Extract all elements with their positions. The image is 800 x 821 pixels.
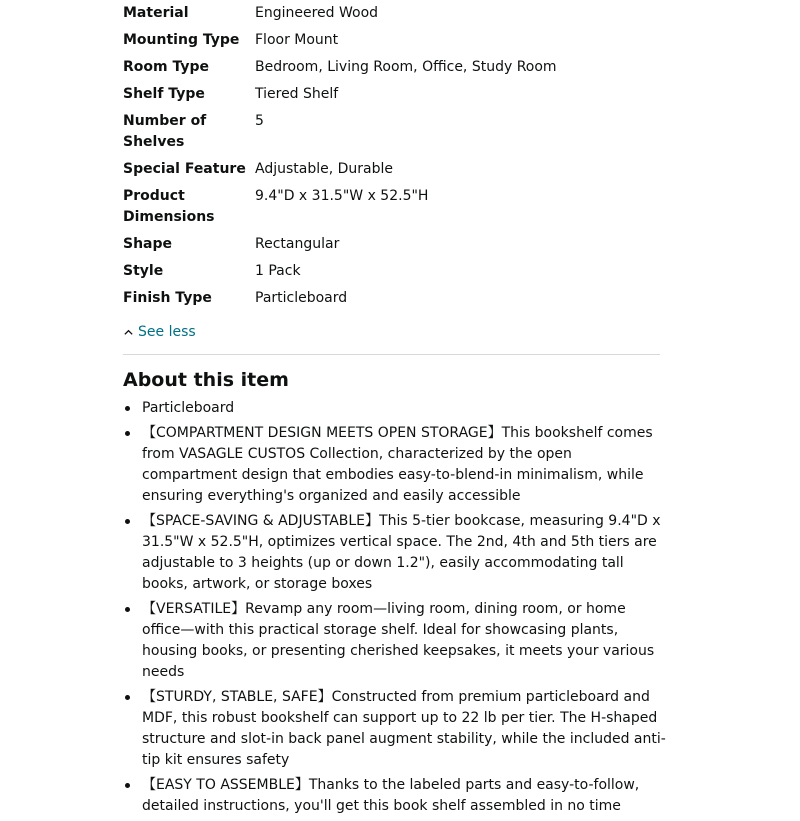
- bullet-dot: [125, 431, 130, 436]
- spec-key: Shelf Type: [123, 86, 205, 102]
- spec-value: Rectangular: [255, 236, 340, 252]
- about-bullet: [142, 423, 667, 507]
- about-bullet: [142, 599, 667, 683]
- spec-value: Bedroom, Living Room, Office, Study Room: [255, 59, 557, 75]
- about-bullet-text: 【COMPARTMENT DESIGN MEETS OPEN STORAGE】This bookshelf comes from VASAGLE CUSTOS Collection, characterized by the open compartment design that embodies easy-to-blend-in minimalism, while ensuring everything's organized and easily accessible: [142, 425, 653, 504]
- about-bullet: [142, 511, 667, 595]
- spec-row-shelf-type: [123, 84, 663, 111]
- about-bullet: [142, 687, 667, 771]
- bullet-dot: [125, 695, 130, 700]
- about-bullet: [142, 775, 667, 817]
- spec-value: Particleboard: [255, 290, 348, 306]
- about-bullet-text: 【SPACE-SAVING & ADJUSTABLE】This 5-tier bookcase, measuring 9.4"D x 31.5"W x 52.5"H, optimizes vertical space. The 2nd, 4th and 5th tiers are adjustable to 3 heights (up or down 1.2"), easily accommodating tall books, artwork, or storage boxes: [142, 513, 661, 592]
- product-specs-table: [123, 0, 663, 315]
- chevron-up-icon: [123, 327, 134, 338]
- spec-row-finish-type: [123, 288, 663, 315]
- spec-value: Engineered Wood: [255, 5, 379, 21]
- bullet-dot: [125, 607, 130, 612]
- spec-row-style: [123, 261, 663, 288]
- spec-row-material: [123, 0, 663, 30]
- about-bullet-text: 【STURDY, STABLE, SAFE】Constructed from premium particleboard and MDF, this robust bookshelf can support up to 22 lb per tier. The H-shaped structure and slot-in back panel augment stability, while the included anti-tip kit ensures safety: [142, 689, 666, 768]
- spec-value: 9.4"D x 31.5"W x 52.5"H: [255, 188, 429, 204]
- about-bullet-text: 【VERSATILE】Revamp any room—living room, dining room, or home office—with this practical storage shelf. Ideal for showcasing plants, housing books, or presenting cherished keepsakes, it meets your various needs: [142, 601, 655, 680]
- spec-key: Shape: [123, 236, 173, 252]
- about-section-title: About this item: [123, 369, 289, 391]
- spec-key: Mounting Type: [123, 32, 240, 48]
- about-bullet-list: [142, 398, 667, 821]
- spec-row-room-type: [123, 57, 663, 84]
- spec-value: 5: [255, 113, 264, 129]
- spec-key: Material: [123, 5, 189, 21]
- about-bullet-text: 【EASY TO ASSEMBLE】Thanks to the labeled parts and easy-to-follow, detailed instructions, you'll get this book shelf assembled in no time: [142, 777, 640, 814]
- section-divider: [123, 354, 660, 355]
- spec-value: Tiered Shelf: [255, 86, 339, 102]
- spec-value: Adjustable, Durable: [255, 161, 394, 177]
- spec-key: Style: [123, 263, 164, 279]
- spec-row-special-feature: [123, 159, 663, 186]
- bullet-dot: [125, 783, 130, 788]
- see-less-label: See less: [138, 324, 196, 340]
- spec-row-number-of-shelves: [123, 111, 663, 159]
- spec-row-shape: [123, 234, 663, 261]
- spec-row-mounting-type: [123, 30, 663, 57]
- spec-key: Finish Type: [123, 290, 212, 306]
- spec-value: Floor Mount: [255, 32, 339, 48]
- bullet-dot: [125, 519, 130, 524]
- about-bullet: [142, 398, 667, 419]
- spec-key: Number of Shelves: [123, 113, 207, 150]
- spec-key: Room Type: [123, 59, 210, 75]
- about-bullet-text: Particleboard: [142, 400, 235, 416]
- see-less-link[interactable]: [123, 321, 196, 343]
- spec-key: Product Dimensions: [123, 188, 215, 225]
- spec-row-product-dimensions: [123, 186, 663, 234]
- spec-key: Special Feature: [123, 161, 246, 177]
- spec-value: 1 Pack: [255, 263, 301, 279]
- bullet-dot: [125, 406, 130, 411]
